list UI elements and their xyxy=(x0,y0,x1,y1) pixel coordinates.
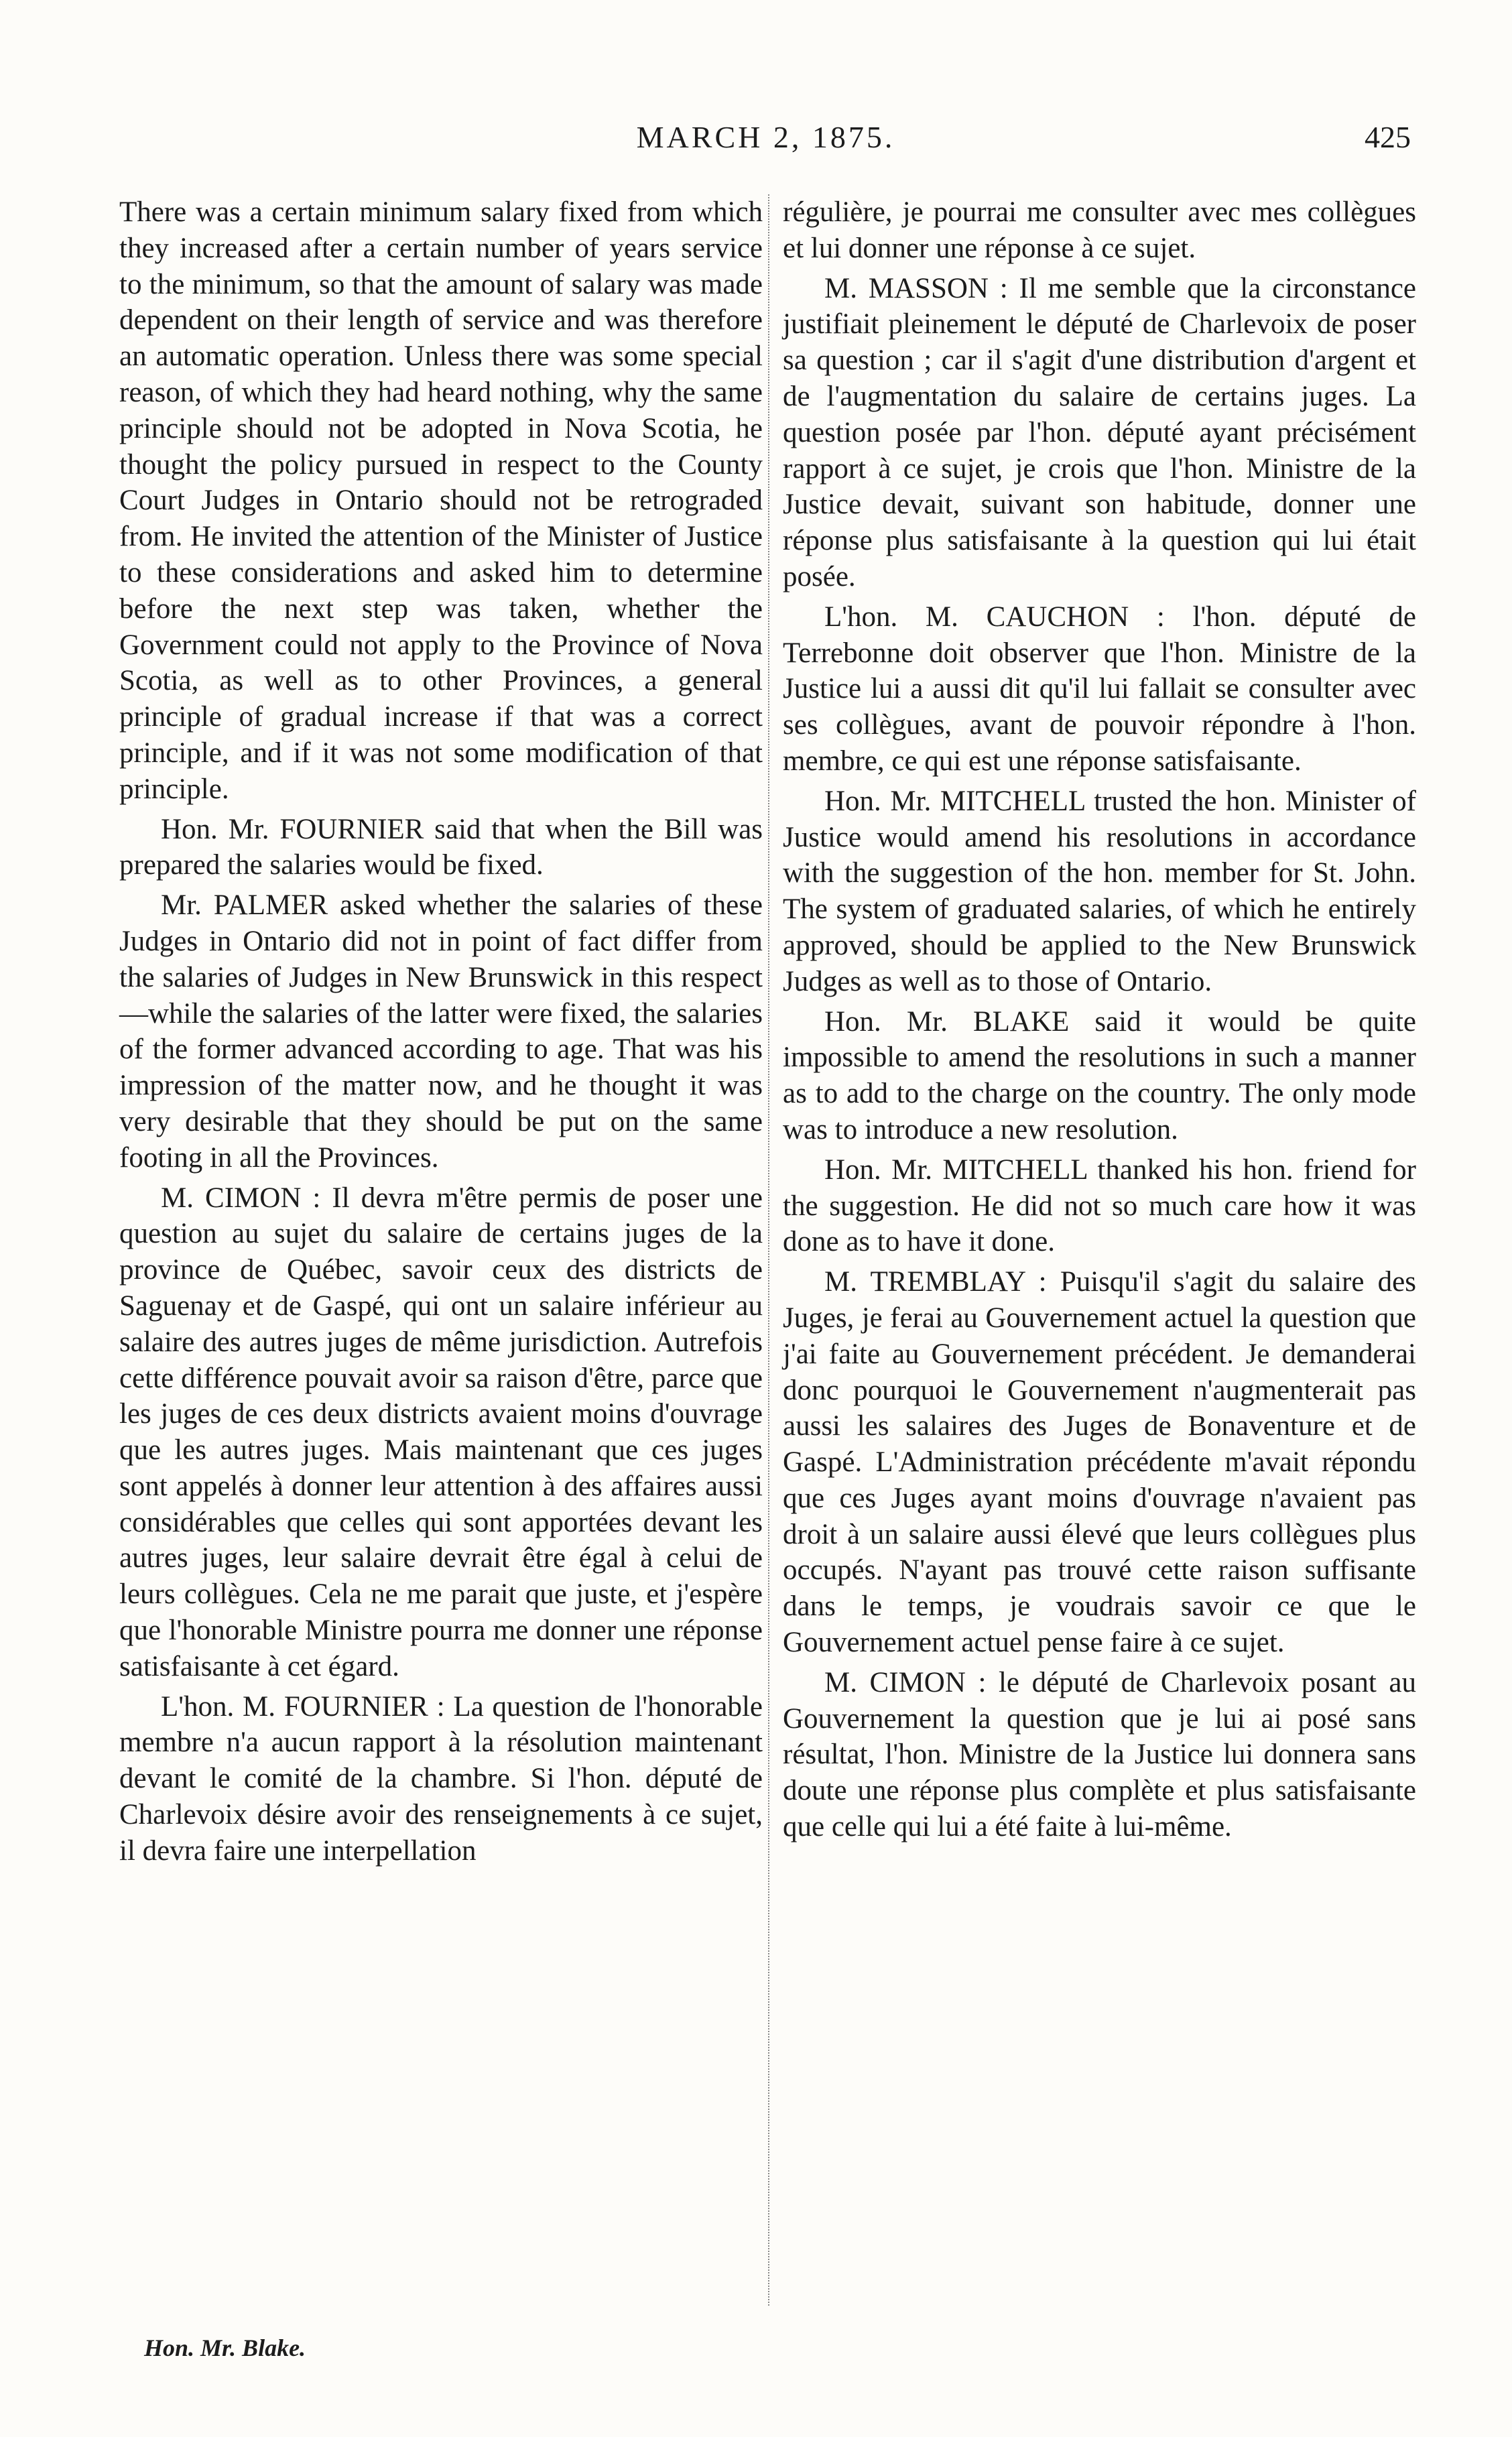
paragraph: M. MASSON : Il me semble que la circonstance justifiait pleinement le député de Charlevoix de poser sa question ; car il s'agit d'une distribution d'argent et de l'augmentation du salaire de certains juges. La question posée par l'hon. député ayant précisément rapport à ce sujet, je crois que l'hon. Ministre de la Justice devait, suivant son habitude, donner une réponse plus satisfaisante à la question qui lui était posée. xyxy=(783,272,1416,592)
paragraph: Hon. Mr. FOURNIER said that when the Bill was prepared the salaries would be fixed. xyxy=(119,813,763,881)
paragraph: L'hon. M. CAUCHON : l'hon. député de Terrebonne doit observer que l'hon. Ministre de la Justice lui a aussi dit qu'il lui fallait se consulter avec ses collègues, avant de pouvoir répondre à l'hon. membre, ce qui est une réponse satisfaisante. xyxy=(783,601,1416,777)
paragraph: M. CIMON : Il devra m'être permis de poser une question au sujet du salaire de certains juges de la province de Québec, savoir ceux des districts de Saguenay et de Gaspé, qui ont un salaire inférieur au salaire des autres juges de même jurisdiction. Autrefois cette différence pouvait avoir sa raison d'être, parce que les juges de ces deux districts avaient moins d'ouvrage que les autres juges. Mais maintenant que ces juges sont appelés à donner leur attention à des affaires aussi considérables que celles qui sont apportées devant les autres juges, leur salaire devrait être égal à celui de leurs collègues. Cela ne me parait que juste, et j'espère que l'honorable Ministre pourra me donner une réponse satisfaisante à cet égard. xyxy=(119,1182,763,1682)
paragraph: M. TREMBLAY : Puisqu'il s'agit du salaire des Juges, je ferai au Gouvernement actuel la question que j'ai faite au Gouvernement précédent. Je demanderai donc pourquoi le Gouvernement n'augmenterait pas aussi les salaires des Juges de Bonaventure et de Gaspé. L'Administration précédente m'avait répondu que ces Juges ayant moins d'ouvrage n'avaient pas droit à un salaire aussi élevé que leurs collègues plus occupés. N'ayant pas trouvé cette raison suffisante dans le temps, je voudrais savoir ce que le Gouvernement actuel pense faire à ce sujet. xyxy=(783,1266,1416,1659)
paragraph: Mr. PALMER asked whether the salaries of these Judges in Ontario did not in point of fact differ from the salaries of Judges in New Brunswick in this respect —while the salaries of the latter were fixed, the salaries of the former advanced according to age. That was his impression of the matter now, and he thought it was very desirable that they should be put on the same footing in all the Provinces. xyxy=(119,889,763,1174)
right-column xyxy=(783,194,1416,1845)
paragraph: M. CIMON : le député de Charlevoix posant au Gouvernement la question que je lui ai posé sans résultat, l'hon. Ministre de la Justice lui donnera sans doute une réponse plus complète et plus satisfaisante que celle qui lui a été faite à lui-même. xyxy=(783,1666,1416,1843)
column-divider xyxy=(768,194,769,2306)
paragraph: Hon. Mr. MITCHELL trusted the hon. Minister of Justice would amend his resolutions in accordance with the suggestion of the hon. member for St. John. The system of graduated salaries, of which he entirely approved, should be applied to the New Brunswick Judges as well as to those of Ontario. xyxy=(783,785,1416,997)
paragraph: Hon. Mr. BLAKE said it would be quite impossible to amend the resolutions in such a manner as to add to the charge on the country. The only mode was to introduce a new resolution. xyxy=(783,1005,1416,1145)
paragraph: Hon. Mr. MITCHELL thanked his hon. friend for the suggestion. He did not so much care how it was done as to have it done. xyxy=(783,1153,1416,1258)
header-date: MARCH 2, 1875. xyxy=(636,120,895,154)
paragraph: régulière, je pourrai me consulter avec mes collègues et lui donner une réponse à ce sujet. xyxy=(783,196,1416,264)
running-header xyxy=(121,119,1411,160)
page-footnote: Hon. Mr. Blake. xyxy=(144,2334,306,2361)
paragraph: There was a certain minimum salary fixed from which they increased after a certain number of years service to the minimum, so that the amount of salary was made dependent on their length of service and was therefore an automatic operation. Unless there was some special reason, of which they had heard nothing, why the same principle should not be adopted in Nova Scotia, he thought the policy pursued in respect to the County Court Judges in Ontario should not be retrograded from. He invited the attention of the Minister of Justice to these considerations and asked him to determine before the next step was taken, whether the Government could not apply to the Province of Nova Scotia, as well as to other Provinces, a general principle of gradual increase if that was a correct principle, and if it was not some modification of that principle. xyxy=(119,196,763,805)
left-column xyxy=(119,194,763,1869)
page-number: 425 xyxy=(1365,120,1411,154)
paragraph: L'hon. M. FOURNIER : La question de l'honorable membre n'a aucun rapport à la résolution maintenant devant le comité de la chambre. Si l'hon. député de Charlevoix désire avoir des renseignements à ce sujet, il devra faire une interpellation xyxy=(119,1690,763,1867)
